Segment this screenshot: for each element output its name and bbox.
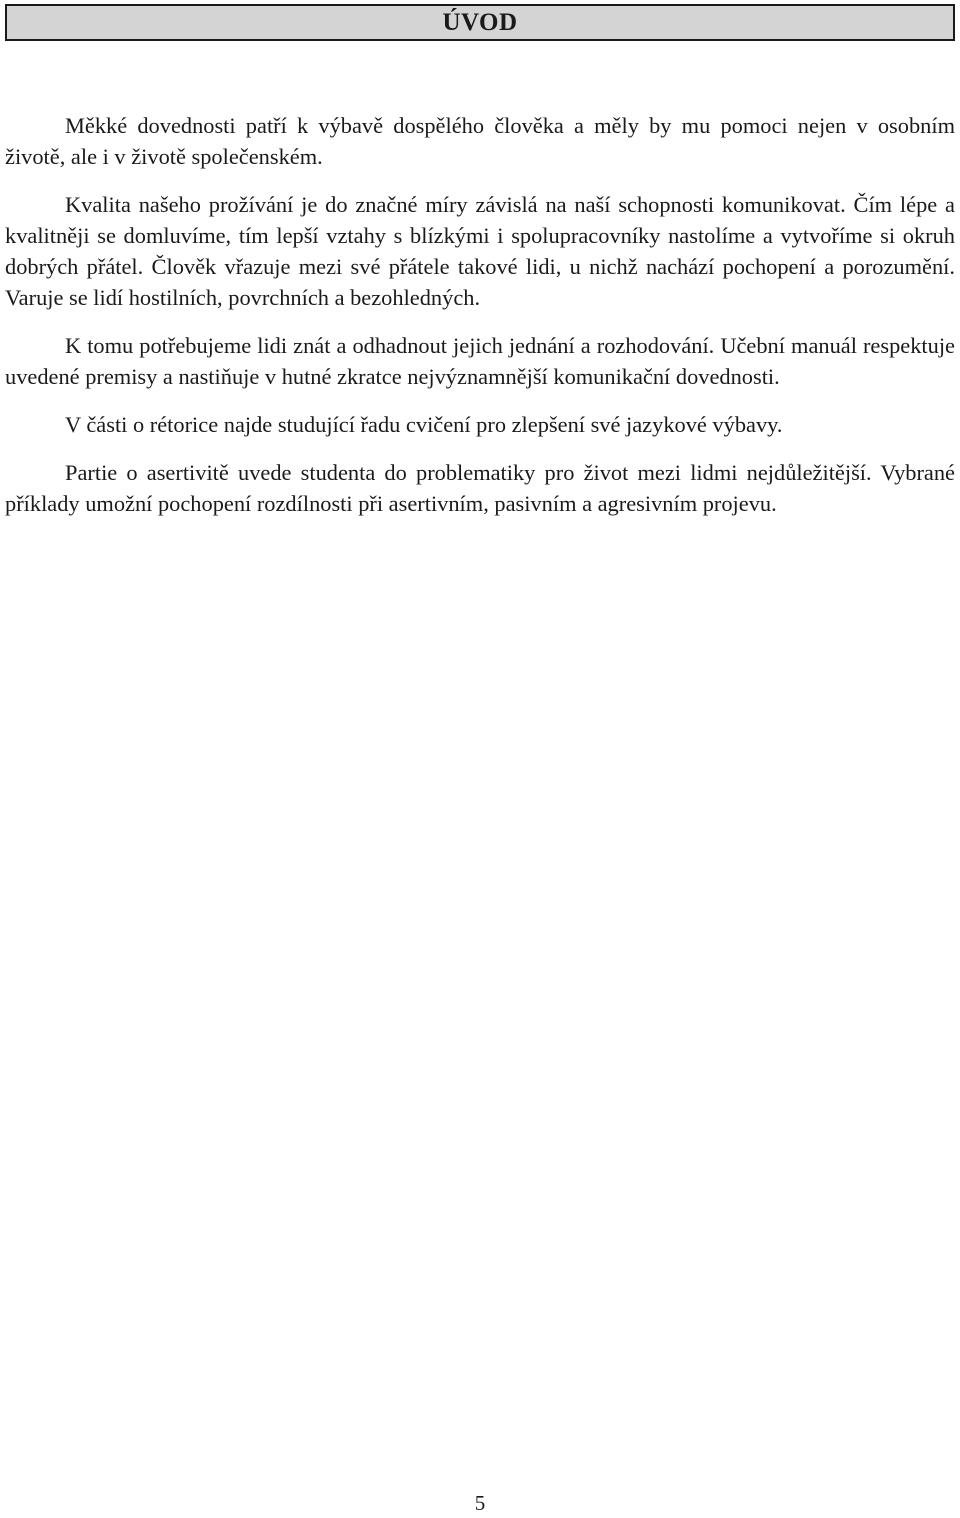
body-text bbox=[5, 110, 955, 536]
paragraph: Partie o asertivitě uvede studenta do problematiky pro život mezi lidmi nejdůležitější. Vybrané příklady umožní pochopení rozdílnosti při asertivním, pasivním a agresivním projevu. bbox=[5, 460, 955, 516]
paragraph: Kvalita našeho prožívání je do značné míry závislá na naší schopnosti komunikovat. Čím lépe a kvalitněji se domluvíme, tím lepší vztahy s blízkými i spolupracovníky nastolíme a vytvoříme si okruh dobrých přátel. Člověk vřazuje mezi své přátele takové lidi, u nichž nachází pochopení a porozumění. Varuje se lidí hostilních, povrchních a bezohledných. bbox=[5, 192, 955, 310]
page-number: 5 bbox=[474, 1491, 486, 1515]
paragraph: K tomu potřebujeme lidi znát a odhadnout jejich jednání a rozhodování. Učební manuál respektuje uvedené premisy a nastiňuje v hutné zkratce nejvýznamnější komunikační dovednosti. bbox=[5, 333, 955, 389]
paragraph: Měkké dovednosti patří k výbavě dospělého člověka a měly by mu pomoci nejen v osobním životě, ale i v životě společenském. bbox=[5, 113, 955, 169]
paragraph: V části o rétorice najde studující řadu cvičení pro zlepšení své jazykové výbavy. bbox=[65, 412, 783, 437]
chapter-title-box bbox=[5, 4, 955, 41]
chapter-title: ÚVOD bbox=[442, 9, 518, 36]
